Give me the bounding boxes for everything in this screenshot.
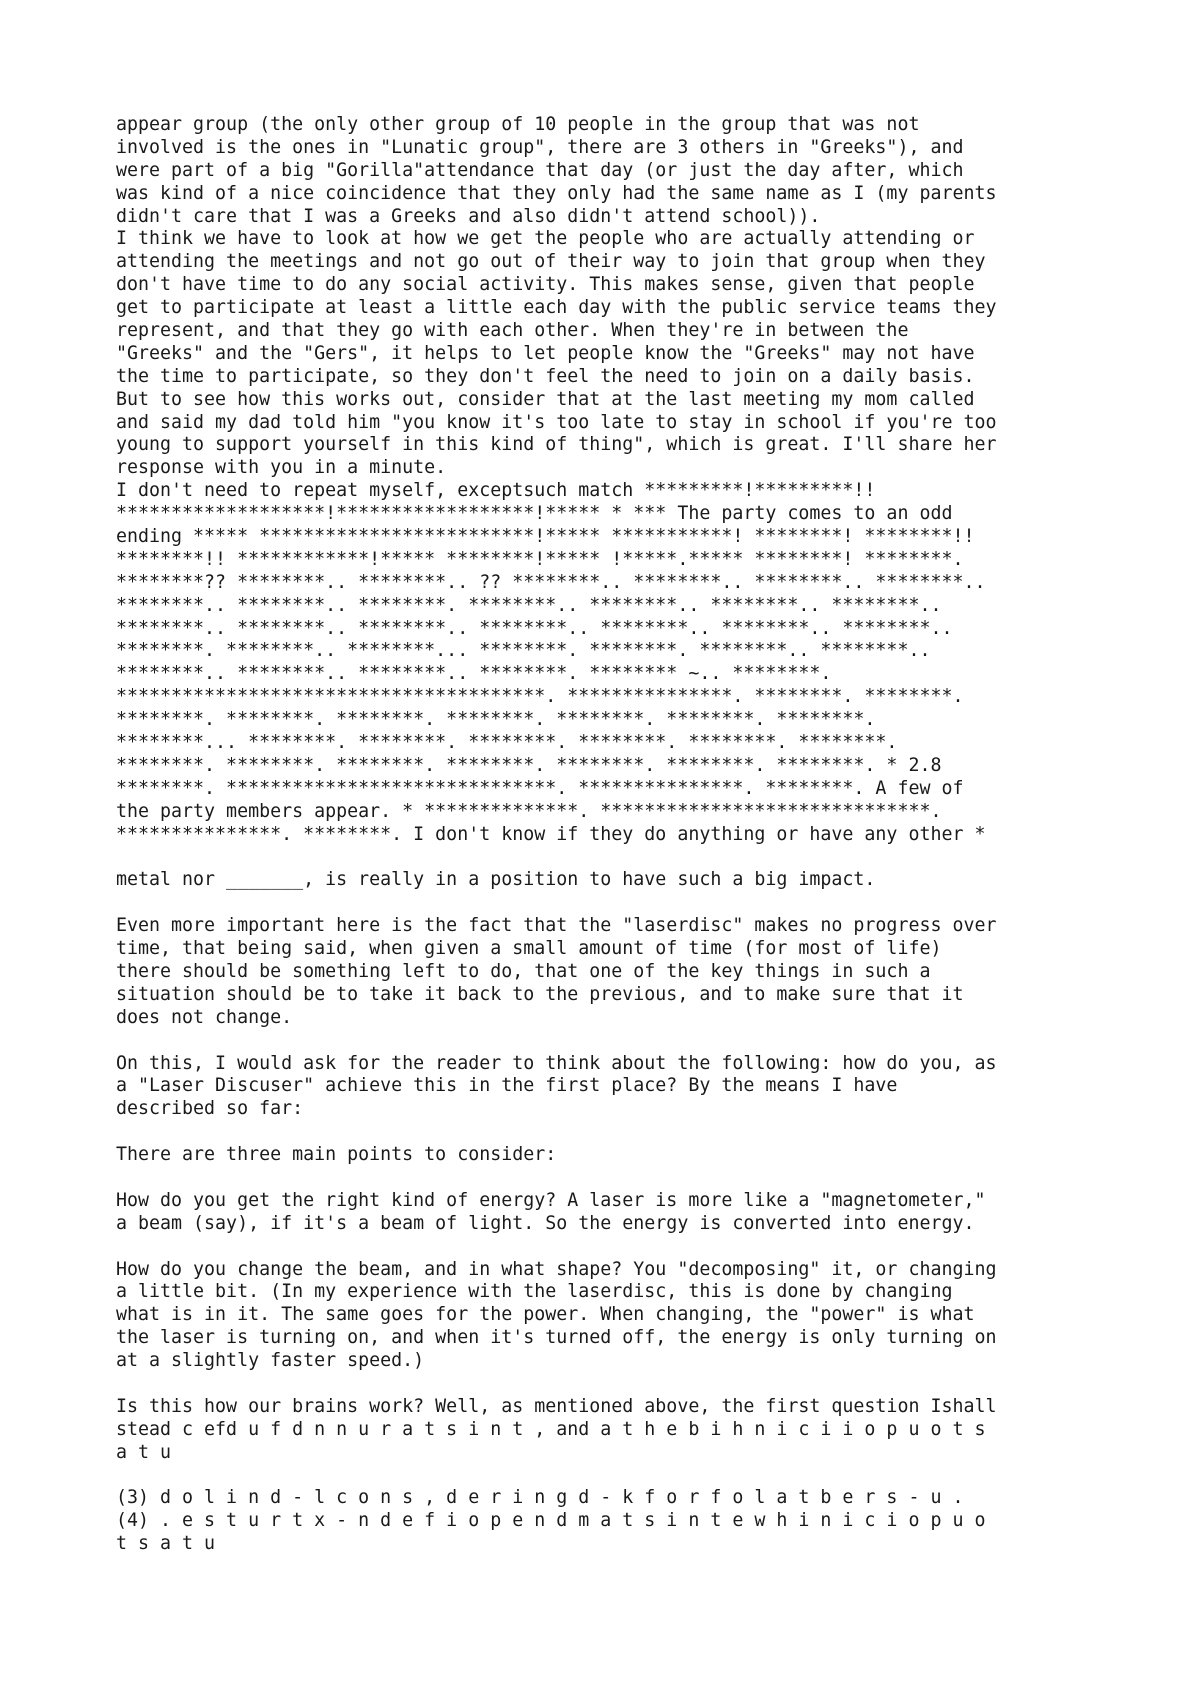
text-line: involved is the ones in "Lunatic group", there are 3 others in "Greeks"), and (116, 136, 964, 158)
text-line: metal nor _______, is really in a position to have such a big impact. (116, 869, 876, 891)
text-line: and said my dad told him "you know it's too late to stay in school if you're too (116, 411, 997, 433)
text-line: situation should be to take it back to the previous, and to make sure that it (116, 983, 964, 1005)
text-line: a "Laser Discuser" achieve this in the first place? By the means I have (116, 1075, 898, 1097)
paragraph (116, 1190, 1116, 1236)
text-line: ********?? ********.. ********.. ?? ********.. ********.. ********.. ********.. (116, 571, 986, 593)
text-line: a t u (116, 1441, 172, 1463)
text-line: the time to participate, so they don't feel the need to join on a daily basis. (116, 365, 975, 387)
text-line: described so far: (116, 1098, 304, 1120)
paragraph (116, 1144, 1116, 1167)
text-line: there should be something left to do, that one of the key things in such a (116, 960, 931, 982)
text-line: what is in it. The same goes for the power. When changing, the "power" is what (116, 1304, 975, 1326)
text-line: I think we have to look at how we get the people who are actually attending or (116, 228, 975, 250)
paragraph (116, 1053, 1116, 1122)
text-line: (4) . e s t u r t x - n d e f i o p e n d m a t s i n t e w h i n i c i o p u o (116, 1510, 986, 1532)
text-line: didn't care that I was a Greeks and also didn't attend school)). (116, 205, 821, 227)
paragraph-spacer (116, 892, 1116, 915)
paragraph (116, 915, 1116, 1029)
text-line: appear group (the only other group of 10 people in the group that was not (116, 114, 920, 135)
text-line: There are three main points to consider: (116, 1144, 557, 1166)
text-line: ending ***** *************************!***** ***********! ********! ********!! (116, 526, 975, 548)
text-line: I don't need to repeat myself, exceptsuch match *********!*********!! (116, 480, 876, 502)
paragraph (116, 114, 1116, 847)
paragraph-spacer (116, 847, 1116, 870)
paragraph (116, 1396, 1116, 1465)
paragraph-spacer (116, 1030, 1116, 1053)
paragraph-spacer (116, 1167, 1116, 1190)
text-line: a little bit. (In my experience with the laserdisc, this is done by changing (116, 1281, 953, 1303)
text-line: the laser is turning on, and when it's turned off, the energy is only turning on (116, 1327, 997, 1349)
text-line: *******************!******************!***** * *** The party comes to an odd (116, 503, 953, 525)
text-line: does not change. (116, 1006, 293, 1028)
paragraph (116, 1487, 1116, 1556)
text-line: were part of a big "Gorilla"attendance that day (or just the day after, which (116, 159, 964, 181)
text-line: ********. ********.. ********... ********. ********. ********.. ********.. (116, 640, 931, 662)
text-line: ********... ********. ********. ********. ********. ********. ********. (116, 732, 898, 754)
text-line: was kind of a nice coincidence that they only had the same name as I (my parents (116, 182, 997, 204)
text-line: attending the meetings and not go out of their way to join that group when they (116, 251, 986, 273)
text-line: ********.. ********.. ********. ********.. ********.. ********.. ********.. (116, 594, 942, 616)
text-line: (3) d o l i n d - l c o n s , d e r i n g d - k f o r f o l a t b e r s - u . (116, 1487, 964, 1509)
text-line: How do you change the beam, and in what shape? You "decomposing" it, or changing (116, 1258, 997, 1280)
text-line: On this, I would ask for the reader to think about the following: how do you, as (116, 1052, 997, 1074)
text-line: But to see how this works out, consider that at the last meeting my mom called (116, 388, 975, 410)
text-line: represent, and that they go with each other. When they're in between the (116, 320, 909, 342)
text-line: stead c efd u f d n n u r a t s i n t , and a t h e b i h n i c i i o p u o t s (116, 1418, 986, 1440)
paragraph-spacer (116, 1465, 1116, 1488)
text-line: young to support yourself in this kind of thing", which is great. I'll share her (116, 434, 997, 456)
document-page (116, 114, 1116, 1556)
text-line: at a slightly faster speed.) (116, 1350, 425, 1372)
text-line: ********.. ********.. ********.. ********. ******** ~.. ********. (116, 663, 832, 685)
paragraph-spacer (116, 1373, 1116, 1396)
text-line: How do you get the right kind of energy? A laser is more like a "magnetometer," (116, 1189, 986, 1211)
text-line: the party members appear. * **************. ******************************. (116, 800, 942, 822)
text-line: response with you in a minute. (116, 457, 447, 479)
text-line: don't have time to do any social activity. This makes sense, given that people (116, 274, 975, 296)
text-line: ********. ********. ********. ********. ********. ********. ********. * 2.8 (116, 754, 942, 776)
paragraph-spacer (116, 1236, 1116, 1259)
text-line: ********!! ************!***** ********!***** !*****.***** ********! ********. (116, 548, 964, 570)
text-line: a beam (say), if it's a beam of light. So the energy is converted into energy. (116, 1212, 975, 1234)
text-line: ***************. ********. I don't know if they do anything or have any other * (116, 823, 986, 845)
paragraph (116, 1259, 1116, 1373)
text-line: ********. ******************************. ***************. ********. A few of (116, 777, 964, 799)
paragraph (116, 869, 1116, 892)
text-line: ***************************************. ***************. ********. ********. (116, 686, 964, 708)
text-line: Even more important here is the fact that the "laserdisc" makes no progress over (116, 915, 997, 937)
text-line: t s a t u (116, 1533, 216, 1555)
text-line: ********.. ********.. ********.. ********.. ********.. ********.. ********.. (116, 617, 953, 639)
text-line: ********. ********. ********. ********. ********. ********. ********. (116, 709, 876, 731)
paragraph-spacer (116, 1121, 1116, 1144)
text-line: get to participate at least a little each day with the public service teams they (116, 297, 997, 319)
text-line: "Greeks" and the "Gers", it helps to let people know the "Greeks" may not have (116, 342, 975, 364)
text-line: Is this how our brains work? Well, as mentioned above, the first question Ishall (116, 1395, 997, 1417)
text-line: time, that being said, when given a small amount of time (for most of life) (116, 938, 942, 960)
